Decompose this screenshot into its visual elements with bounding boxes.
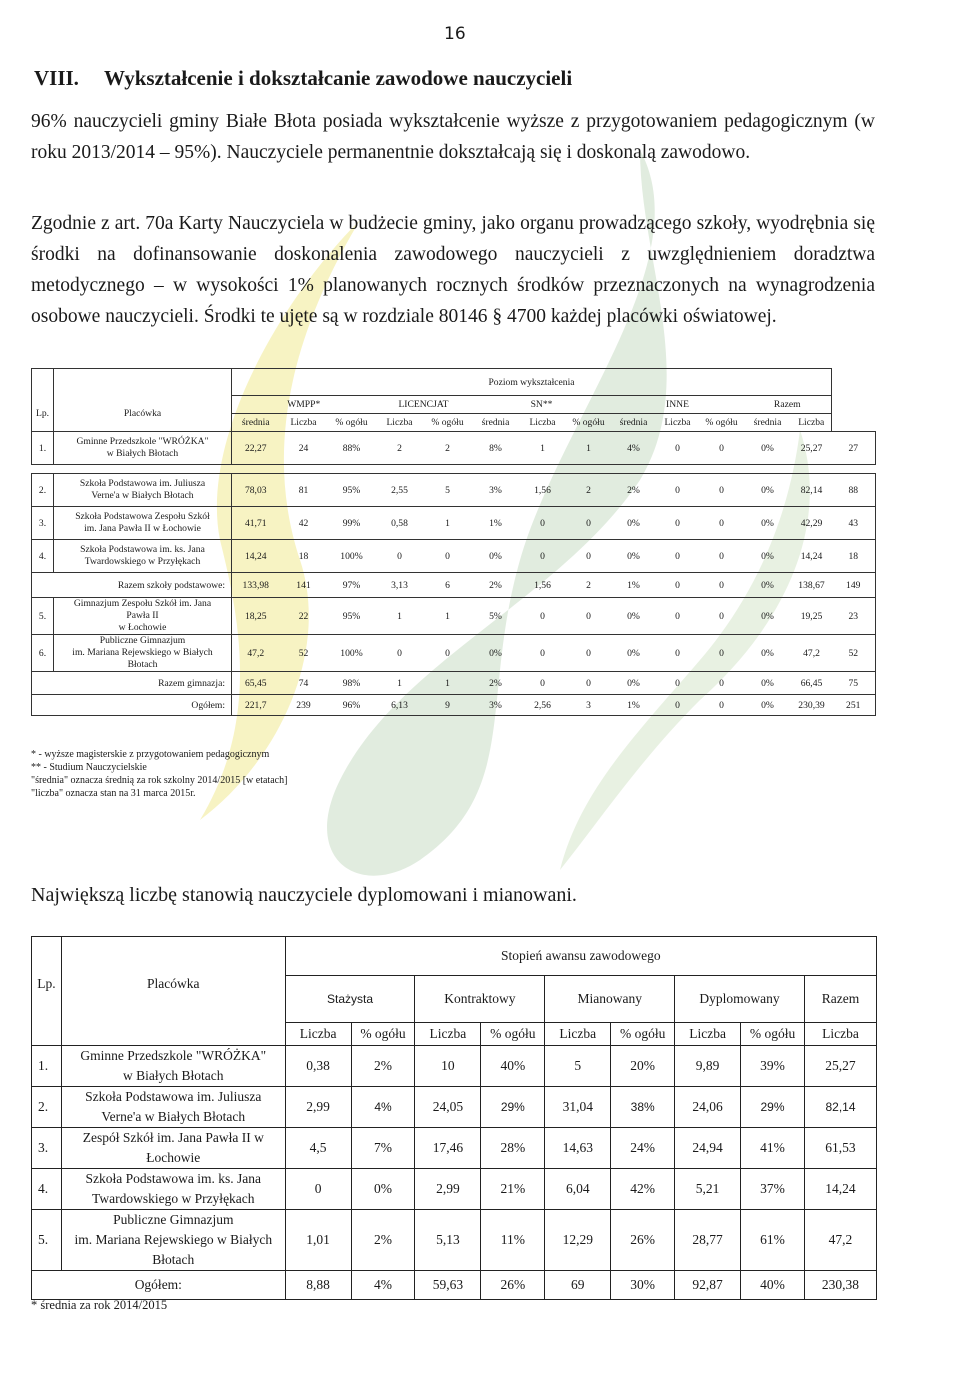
table2-subheader: % ogółu: [611, 1023, 675, 1046]
row-lp: 1.: [32, 1046, 62, 1087]
table-row: 2. Szkoła Podstawowa im. Juliusza Verne'a w Białych Błotach 78,03 81 95% 2,55 5 3% 1,56 2 2% 0 0 0% 82,14 88: [32, 474, 876, 507]
table1-col-lp: Lp.: [32, 396, 54, 432]
paragraph-1: 96% nauczycieli gminy Białe Błota posiada wykształcenie wyższe z przygotowaniem pedagogicznym (w roku 2013/2014 – 95%). Nauczyciele permanentnie dokształcają się i doskonalą zawodowo.: [31, 111, 875, 163]
row-lp: 5.: [32, 1210, 62, 1271]
table-row-sum-gim: Razem gimnazja: 65,45 74 98% 1 1 2% 0 0 0% 0 0 0% 66,45 75: [32, 672, 876, 695]
row-placowka: Publiczne Gimnazjum im. Mariana Rejewskiego w Białych Błotach: [61, 1210, 285, 1271]
table-row-total: Ogółem: 221,7 239 96% 6,13 9 3% 2,56 3 1% 0 0 0% 230,39 251: [32, 695, 876, 716]
section-number: VIII.: [34, 66, 79, 90]
table1-subheader: Liczba: [656, 414, 700, 432]
row-placowka: Gminne Przedszkole "WRÓŻKA" w Białych Błotach: [61, 1046, 285, 1087]
table-row: 4. Szkoła Podstawowa im. ks. Jana Twardowskiego w Przyłękach 14,24 18 100% 0 0 0% 0 0 0% 0 0 0% 14,24 18: [32, 540, 876, 573]
table1-subheader: Liczba: [792, 414, 832, 432]
table1-subheader: Liczba: [376, 414, 424, 432]
row-lp: 6.: [32, 635, 54, 672]
table2-group: Stażysta: [285, 976, 415, 1023]
table1-subheader: % ogółu: [328, 414, 376, 432]
row-placowka: Szkoła Podstawowa im. ks. Jana Twardowskiego w Przyłękach: [61, 1169, 285, 1210]
row-placowka: Gimnazjum Zespołu Szkół im. Jana Pawła II w Łochowie: [54, 598, 232, 635]
paragraph-3: Największą liczbę stanowią nauczyciele dyplomowani i mianowani.: [31, 884, 577, 906]
table-row: 5. Publiczne Gimnazjum im. Mariana Rejewskiego w Białych Błotach 1,01 2% 5,13 11% 12,29 26% 28,77 61% 47,2: [32, 1210, 877, 1271]
table1-group: LICENCJAT: [376, 396, 472, 414]
row-placowka: Szkoła Podstawowa im. Juliusza Verne'a w Białych Błotach: [61, 1087, 285, 1128]
row-lp: 4.: [32, 1169, 62, 1210]
row-lp: 2.: [32, 474, 54, 507]
table1-notes: [31, 748, 287, 800]
table2-col-lp: Lp.: [32, 976, 62, 1023]
table1-subheader: % ogółu: [700, 414, 744, 432]
table-row: 3. Szkoła Podstawowa Zespołu Szkół im. Jana Pawła II w Łochowie 41,71 42 99% 0,58 1 1% 0 0 0% 0 0 0% 42,29 43: [32, 507, 876, 540]
row-lp: 3.: [32, 1128, 62, 1169]
note: ** - Studium Nauczycielskie: [31, 762, 147, 773]
row-lp: 4.: [32, 540, 54, 573]
table1-subheader: % ogółu: [566, 414, 612, 432]
table1-subheader: średnia: [612, 414, 656, 432]
table2-group: Dyplomowany: [675, 976, 805, 1023]
note: * - wyższe magisterskie z przygotowaniem pedagogicznym: [31, 749, 270, 760]
row-placowka: Gminne Przedszkole "WRÓŻKA" w Białych Błotach: [54, 432, 232, 465]
table1-subheader: Liczba: [520, 414, 566, 432]
table2-subheader: Liczba: [415, 1023, 481, 1046]
table2-subheader: Liczba: [285, 1023, 351, 1046]
table2-note: * średnia za rok 2014/2015: [31, 1298, 168, 1312]
table1-group: Razem: [744, 396, 832, 414]
row-placowka: Szkoła Podstawowa Zespołu Szkół im. Jana Pawła II w Łochowie: [54, 507, 232, 540]
row-lp: 2.: [32, 1087, 62, 1128]
table2-group: Kontraktowy: [415, 976, 545, 1023]
table-row-total: Ogółem: 8,88 4% 59,63 26% 69 30% 92,87 40% 230,38: [32, 1271, 877, 1300]
row-lp: 1.: [32, 432, 54, 465]
table2-col-placowka: Placówka: [61, 976, 285, 1023]
section-title: Wykształcenie i dokształcanie zawodowe nauczycieli: [104, 66, 573, 90]
table1-group: INNE: [612, 396, 744, 414]
table1-subheader: Liczba: [280, 414, 328, 432]
total-label: Ogółem:: [32, 1271, 286, 1300]
note: "średnia" oznacza średnią za rok szkolny 2014/2015 [w etatach]: [31, 775, 288, 786]
table2-subheader: % ogółu: [481, 1023, 545, 1046]
education-level-table: [31, 368, 876, 716]
table2-subheader: Liczba: [804, 1023, 876, 1046]
table2-subheader: Liczba: [545, 1023, 611, 1046]
table1-subheader: średnia: [472, 414, 520, 432]
table2-group: Razem: [804, 976, 876, 1023]
promotion-level-table: [31, 936, 877, 1300]
table1-subheader: średnia: [744, 414, 792, 432]
table2-group: Mianowany: [545, 976, 675, 1023]
note: "liczba" oznacza stan na 31 marca 2015r.: [31, 788, 196, 799]
table2-title: Stopień awansu zawodowego: [285, 937, 876, 976]
row-placowka: Szkoła Podstawowa im. ks. Jana Twardowskiego w Przyłękach: [54, 540, 232, 573]
table1-subheader: % ogółu: [424, 414, 472, 432]
table-row: 3. Zespół Szkół im. Jana Pawła II w Łochowie 4,5 7% 17,46 28% 14,63 24% 24,94 41% 61,53: [32, 1128, 877, 1169]
table2-subheader: % ogółu: [741, 1023, 805, 1046]
table1-subheader: średnia: [232, 414, 280, 432]
table1-title: Poziom wykształcenia: [232, 369, 832, 396]
paragraph-2: Zgodnie z art. 70a Karty Nauczyciela w budżecie gminy, jako organu prowadzącego szkoły, wyodrębnia się środki na dofinansowanie doskonalenia zawodowego nauczycieli z uwzględnieniem doradztwa metodycznego – w wysokości 1% planowanych rocznych środków przeznaczonych na wynagrodzenia osobowe nauczycieli. Środki te ujęte są w rozdziale 80146 § 4700 każdej placówki oświatowej.: [31, 213, 875, 327]
table-row-sum-primary: Razem szkoły podstawowe: 133,98 141 97% 3,13 6 2% 1,56 2 1% 0 0 0% 138,67 149: [32, 573, 876, 598]
table2-subheader: % ogółu: [351, 1023, 415, 1046]
table-row: 2. Szkoła Podstawowa im. Juliusza Verne'a w Białych Błotach 2,99 4% 24,05 29% 31,04 38% 24,06 29% 82,14: [32, 1087, 877, 1128]
table-row: 1. Gminne Przedszkole "WRÓŻKA" w Białych Błotach 22,27 24 88% 2 2 8% 1 1 4% 0 0 0% 25,27 27: [32, 432, 876, 465]
sum-label: Razem szkoły podstawowe:: [32, 573, 232, 598]
row-lp: 3.: [32, 507, 54, 540]
table1-group: WMPP*: [232, 396, 376, 414]
table-row: 4. Szkoła Podstawowa im. ks. Jana Twardowskiego w Przyłękach 0 0% 2,99 21% 6,04 42% 5,21 37% 14,24: [32, 1169, 877, 1210]
table-row: 6. Publiczne Gimnazjum im. Mariana Rejewskiego w Białych Błotach 47,2 52 100% 0 0 0% 0 0 0% 0 0 0% 47,2 52: [32, 635, 876, 672]
section-heading: [34, 66, 572, 91]
table-row: 1. Gminne Przedszkole "WRÓŻKA" w Białych Błotach 0,38 2% 10 40% 5 20% 9,89 39% 25,27: [32, 1046, 877, 1087]
row-placowka: Publiczne Gimnazjum im. Mariana Rejewskiego w Białych Błotach: [54, 635, 232, 672]
row-placowka: Zespół Szkół im. Jana Pawła II w Łochowie: [61, 1128, 285, 1169]
row-placowka: Szkoła Podstawowa im. Juliusza Verne'a w Białych Błotach: [54, 474, 232, 507]
page-number: 16: [444, 24, 466, 44]
table-row: 5. Gimnazjum Zespołu Szkół im. Jana Pawła II w Łochowie 18,25 22 95% 1 1 5% 0 0 0% 0 0 0% 19,25 23: [32, 598, 876, 635]
total-label: Ogółem:: [32, 695, 232, 716]
sum-label: Razem gimnazja:: [32, 672, 232, 695]
table2-subheader: Liczba: [675, 1023, 741, 1046]
row-lp: 5.: [32, 598, 54, 635]
table1-col-placowka: Placówka: [54, 396, 232, 432]
table1-group: SN**: [472, 396, 612, 414]
